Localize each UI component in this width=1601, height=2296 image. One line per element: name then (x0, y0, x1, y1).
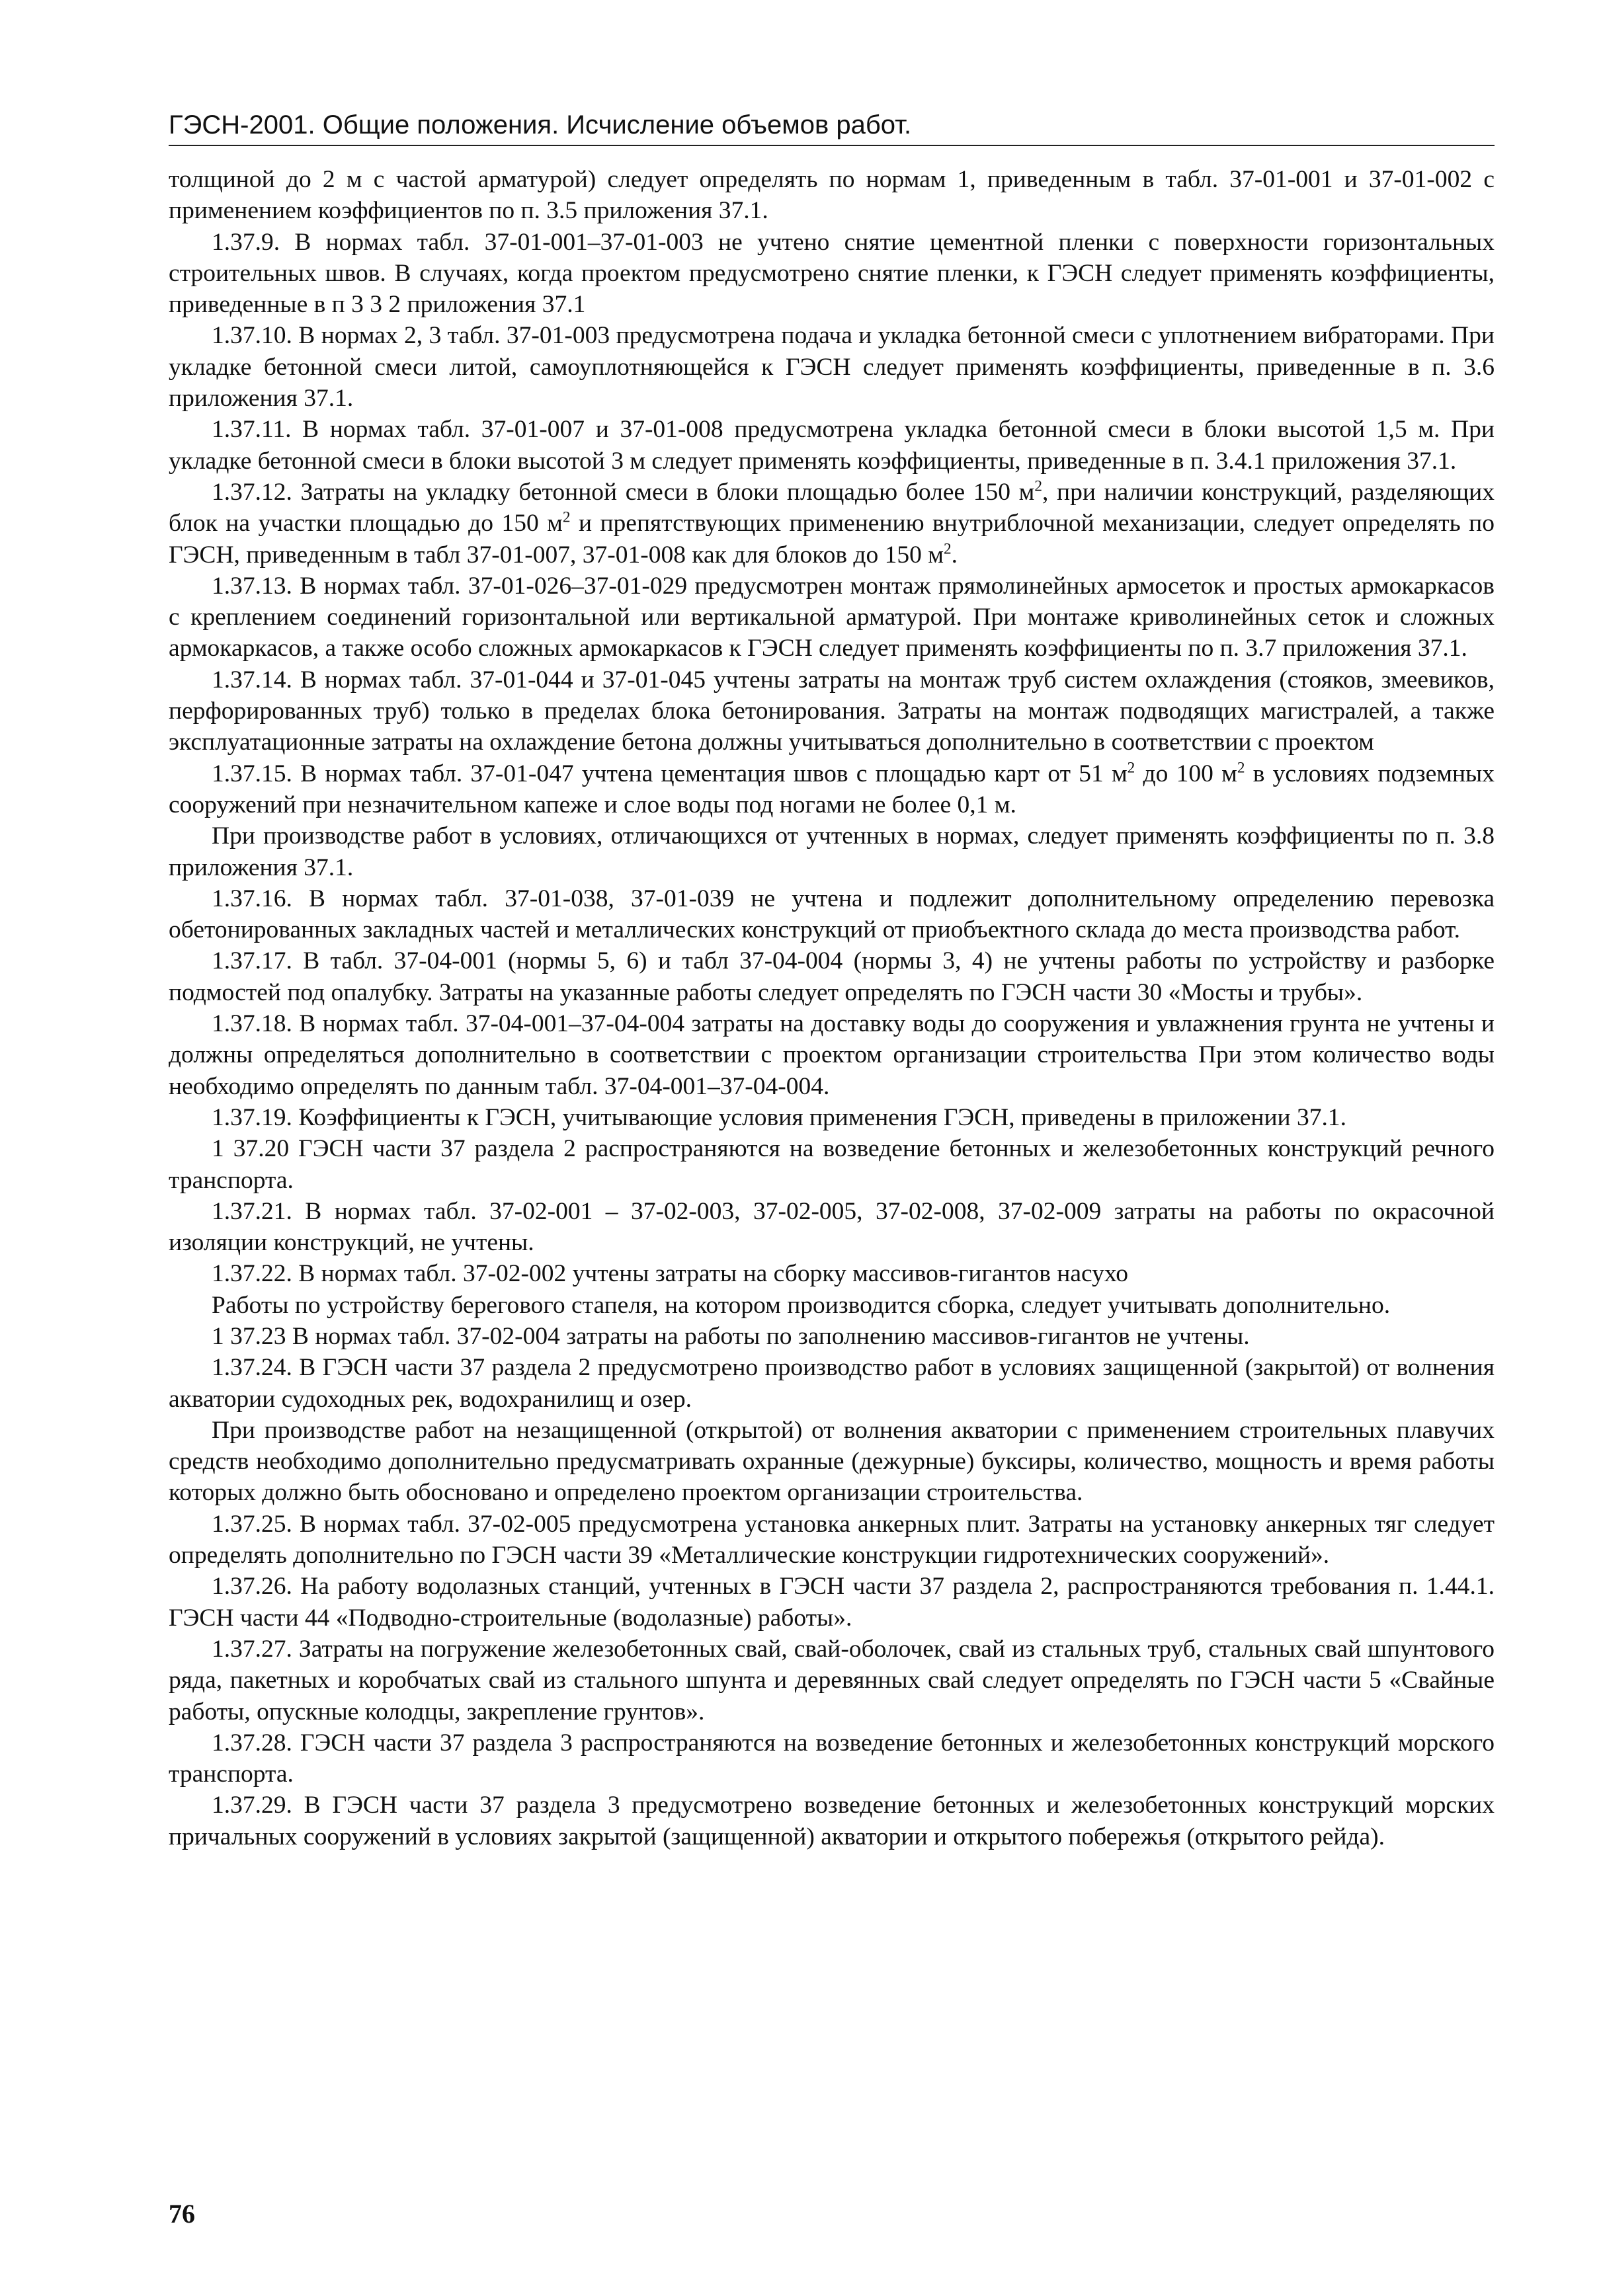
paragraph-text: 1.37.12. Затраты на укладку бетонной смеси в блоки площадью более 150 м (212, 478, 1035, 506)
superscript: 2 (562, 508, 571, 526)
superscript: 2 (1127, 759, 1135, 777)
paragraph (169, 1415, 1495, 1509)
paragraph-text: 1 37.23 В нормах табл. 37-02-004 затраты на работы по заполнению массивов-гигантов не учтены. (212, 1322, 1250, 1350)
paragraph-text: , при наличии конструкций, разделяющих блок на участки площадью до 150 м (169, 478, 1495, 537)
paragraph-text: 1.37.25. В нормах табл. 37-02-005 предусмотрена установка анкерных плит. Затраты на установку анкерных тяг следует определять дополнительно по ГЭСН части 39 «Металлические конструкции гидротехнических сооружений». (169, 1510, 1495, 1569)
paragraph (169, 1727, 1495, 1790)
paragraph-text: и препятствующих применению внутриблочной механизации, следует определять по ГЭСН, приведенным в табл 37-01-007, 37-01-008 как для блоков до 150 м (169, 510, 1495, 569)
paragraph (169, 164, 1495, 227)
paragraph (169, 758, 1495, 821)
paragraph (169, 320, 1495, 414)
paragraph (169, 227, 1495, 321)
paragraph-text: 1.37.22. В нормах табл. 37-02-002 учтены затраты на сборку массивов-гигантов насухо (212, 1260, 1128, 1288)
paragraph-text: до 100 м (1135, 760, 1237, 787)
paragraph-text: 1.37.15. В нормах табл. 37-01-047 учтена цементация швов с площадью карт от 51 м (212, 760, 1128, 787)
paragraph (169, 1258, 1495, 1289)
paragraph-text: 1.37.24. В ГЭСН части 37 раздела 2 предусмотрено производство работ в условиях защищенной (закрытой) от волнения акватории судоходных рек, водохранилищ и озер. (169, 1354, 1495, 1413)
paragraph (169, 1008, 1495, 1102)
paragraph-text: 1.37.19. Коэффициенты к ГЭСН, учитывающие условия применения ГЭСН, приведены в приложении 37.1. (212, 1103, 1346, 1131)
paragraph (169, 1290, 1495, 1321)
paragraph (169, 883, 1495, 946)
paragraph-text: 1.37.29. В ГЭСН части 37 раздела 3 предусмотрено возведение бетонных и железобетонных конструкций морских причальных сооружений в условиях закрытой (защищенной) акватории и открытого побережья (открытого рейда). (169, 1792, 1495, 1850)
paragraph-text: 1.37.9. В нормах табл. 37-01-001–37-01-003 не учтено снятие цементной пленки с поверхности горизонтальных строительных швов. В случаях, когда проектом предусмотрено снятие пленки, к ГЭСН следует применять коэффициенты, приведенные в п 3 3 2 приложения 37.1 (169, 228, 1495, 319)
paragraph-text: 1.37.10. В нормах 2, 3 табл. 37-01-003 предусмотрена подача и укладка бетонной смеси с уплотнением вибраторами. При укладке бетонной смеси литой, самоуплотняющейся к ГЭСН следует применять коэффициенты, приведенные в п. 3.6 приложения 37.1. (169, 322, 1495, 413)
paragraph-text: 1.37.26. На работу водолазных станций, учтенных в ГЭСН части 37 раздела 2, распространяются требования п. 1.44.1. ГЭСН части 44 «Подводно-строительные (водолазные) работы». (169, 1573, 1495, 1632)
paragraph (169, 1321, 1495, 1352)
paragraph-text: При производстве работ в условиях, отличающихся от учтенных в нормах, следует применять коэффициенты по п. 3.8 приложения 37.1. (169, 822, 1495, 881)
paragraph (169, 1196, 1495, 1259)
paragraph (169, 945, 1495, 1008)
paragraph (169, 571, 1495, 664)
paragraph-text: 1.37.18. В нормах табл. 37-04-001–37-04-004 затраты на доставку воды до сооружения и увлажнения грунта не учтены и должны определяться дополнительно в соответствии с проектом организации строительства При этом количество воды необходимо определять по данным табл. 37-04-001–37-04-004. (169, 1010, 1495, 1100)
paragraph (169, 1133, 1495, 1196)
paragraph-text: 1.37.17. В табл. 37-04-001 (нормы 5, 6) и табл 37-04-004 (нормы 3, 4) не учтены работы по устройству и разборке подмостей под опалубку. Затраты на указанные работы следует определять по ГЭСН части 30 «Мосты и трубы». (169, 947, 1495, 1006)
paragraph (169, 1790, 1495, 1852)
running-header: ГЭСН-2001. Общие положения. Исчисление объемов работ. (169, 109, 1495, 146)
page-number: 76 (169, 2199, 195, 2229)
paragraph (169, 414, 1495, 477)
paragraph-text: 1.37.16. В нормах табл. 37-01-038, 37-01-039 не учтена и подлежит дополнительному определению перевозка обетонированных закладных частей и металлических конструкций от приобъектного склада до места производства работ. (169, 885, 1495, 944)
paragraph-text: 1.37.14. В нормах табл. 37-01-044 и 37-01-045 учтены затраты на монтаж труб систем охлаждения (стояков, змеевиков, перфорированных труб) только в пределах блока бетонирования. Затраты на монтаж подводящих магистралей, а также эксплуатационные затраты на охлаждение бетона должны учитываться дополнительно в соответствии с проектом (169, 666, 1495, 756)
paragraph (169, 1352, 1495, 1415)
superscript: 2 (1034, 477, 1043, 495)
paragraph (169, 1102, 1495, 1133)
paragraph (169, 477, 1495, 571)
paragraph-text: 1.37.21. В нормах табл. 37-02-001 – 37-02-003, 37-02-005, 37-02-008, 37-02-009 затраты на работы по окрасочной изоляции конструкций, не учтены. (169, 1197, 1495, 1257)
paragraph-text: Работы по устройству берегового стапеля, на котором производится сборка, следует учитывать дополнительно. (212, 1291, 1391, 1319)
paragraph-text: 1.37.27. Затраты на погружение железобетонных свай, свай-оболочек, свай из стальных труб, стальных свай шпунтового ряда, пакетных и коробчатых свай из стального шпунта и деревянных свай следует определять по ГЭСН части 5 «Свайные работы, опускные колодцы, закрепление грунтов». (169, 1635, 1495, 1725)
paragraph-text: в условиях подземных сооружений при незначительном капеже и слое воды под ногами не более 0,1 м. (169, 760, 1495, 818)
superscript: 2 (1237, 759, 1245, 777)
paragraph (169, 1571, 1495, 1634)
paragraph (169, 820, 1495, 883)
paragraph (169, 1634, 1495, 1727)
paragraph-text: 1 37.20 ГЭСН части 37 раздела 2 распространяются на возведение бетонных и железобетонных конструкций речного транспорта. (169, 1135, 1495, 1194)
paragraph-text: толщиной до 2 м с частой арматурой) следует определять по нормам 1, приведенным в табл. 37-01-001 и 37-01-002 с применением коэффициентов по п. 3.5 приложения 37.1. (169, 166, 1495, 225)
paragraph (169, 1509, 1495, 1571)
paragraph-text: При производстве работ на незащищенной (открытой) от волнения акватории с применением строительных плавучих средств необходимо дополнительно предусматривать охранные (дежурные) буксиры, количество, мощность и время работы которых должно быть обосновано и определено проектом организации строительства. (169, 1416, 1495, 1507)
paragraph-text: . (951, 541, 958, 569)
paragraph-text: 1.37.28. ГЭСН части 37 раздела 3 распространяются на возведение бетонных и железобетонных конструкций морского транспорта. (169, 1729, 1495, 1788)
paragraph (169, 664, 1495, 758)
paragraph-text: 1.37.13. В нормах табл. 37-01-026–37-01-029 предусмотрен монтаж прямолинейных армосеток и простых армокаркасов с креплением соединений горизонтальной или вертикальной арматурой. При монтаже криволинейных сеток и сложных армокаркасов, а также особо сложных армокаркасов к ГЭСН следует применять коэффициенты по п. 3.7 приложения 37.1. (169, 572, 1495, 662)
paragraph-text: 1.37.11. В нормах табл. 37-01-007 и 37-01-008 предусмотрена укладка бетонной смеси в блоки высотой 1,5 м. При укладке бетонной смеси в блоки высотой 3 м следует применять коэффициенты, приведенные в п. 3.4.1 приложения 37.1. (169, 416, 1495, 475)
superscript: 2 (943, 540, 952, 558)
document-body (169, 164, 1495, 1852)
